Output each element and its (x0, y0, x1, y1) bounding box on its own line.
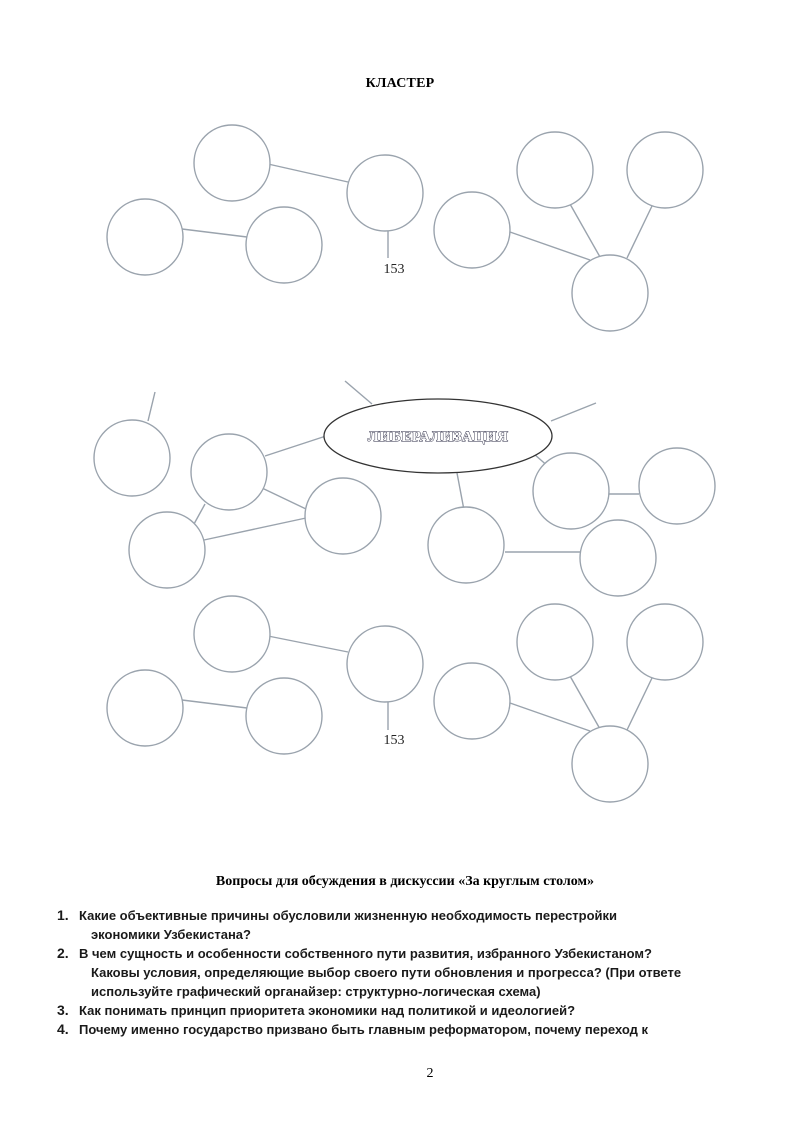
discussion-heading: Вопросы для обсуждения в дискуссии «За круглым столом» (215, 874, 595, 889)
cluster-bottom-right (434, 604, 703, 802)
connector-line (551, 403, 596, 421)
cluster-bottom-left (107, 596, 423, 754)
cluster-circle (246, 207, 322, 283)
connector-line (182, 700, 247, 708)
cluster-label: 153 (383, 262, 405, 277)
connector-line (182, 229, 247, 237)
cluster-circle (572, 726, 648, 802)
question-item (57, 1001, 757, 1020)
question-line: Почему именно государство призвано быть главным реформатором, почему переход к (79, 1022, 648, 1037)
cluster-circle (347, 155, 423, 231)
connector-line (262, 488, 306, 509)
cluster-circle (572, 255, 648, 331)
connector-line (570, 676, 600, 729)
cluster-circle (191, 434, 267, 510)
connector-line (510, 232, 590, 260)
cluster-circle (129, 512, 205, 588)
connector-line (627, 206, 652, 258)
question-item (57, 944, 757, 1001)
cluster-circle (107, 199, 183, 275)
question-number: 4. (57, 1021, 69, 1037)
connector-line (265, 436, 326, 456)
question-line: используйте графический органайзер: структурно-логическая схема) (91, 984, 541, 999)
connector-line (268, 164, 348, 182)
cluster-top-left (107, 125, 423, 283)
cluster-circle (517, 604, 593, 680)
cluster-circle (107, 670, 183, 746)
question-number: 2. (57, 945, 69, 961)
question-line: В чем сущность и особенности собственного пути развития, избранного Узбекистаном? (79, 946, 652, 961)
connector-line (627, 678, 652, 730)
question-line: Какие объективные причины обусловили жизненную необходимость перестройки (79, 908, 618, 923)
question-line: Каковы условия, определяющие выбор своего пути обновления и прогресса? (При ответе (91, 965, 682, 980)
question-list (57, 906, 757, 1039)
question-line: Как понимать принцип приоритета экономики над политикой и идеологией? (79, 1003, 576, 1018)
document-title: КЛАСТЕР (365, 76, 435, 91)
connector-line (570, 204, 600, 257)
question-item (57, 1020, 757, 1039)
cluster-circle (639, 448, 715, 524)
cluster-circle (347, 626, 423, 702)
cluster-circle (627, 604, 703, 680)
question-item (57, 906, 757, 944)
cluster-circle (305, 478, 381, 554)
connector-line (345, 381, 372, 404)
question-number: 3. (57, 1002, 69, 1018)
cluster-circle (194, 596, 270, 672)
center-label: ЛИБЕРАЛИЗАЦИЯ (367, 429, 509, 445)
connector-line (268, 636, 348, 652)
cluster-circle (517, 132, 593, 208)
cluster-circle (434, 663, 510, 739)
cluster-label: 153 (383, 733, 405, 748)
cluster-top-right (434, 132, 703, 331)
cluster-circle (627, 132, 703, 208)
connector-line (457, 473, 464, 510)
connector-line (148, 392, 155, 421)
cluster-circle (580, 520, 656, 596)
cluster-circle (194, 125, 270, 201)
cluster-circle (246, 678, 322, 754)
cluster-middle (94, 381, 715, 596)
cluster-circle (434, 192, 510, 268)
cluster-circle (533, 453, 609, 529)
question-number: 1. (57, 907, 69, 923)
cluster-circle (94, 420, 170, 496)
question-line: экономики Узбекистана? (91, 927, 251, 942)
cluster-circle (428, 507, 504, 583)
connector-line (510, 703, 590, 731)
connector-line (194, 504, 205, 524)
connector-line (204, 518, 306, 540)
page-number: 2 (426, 1066, 434, 1081)
